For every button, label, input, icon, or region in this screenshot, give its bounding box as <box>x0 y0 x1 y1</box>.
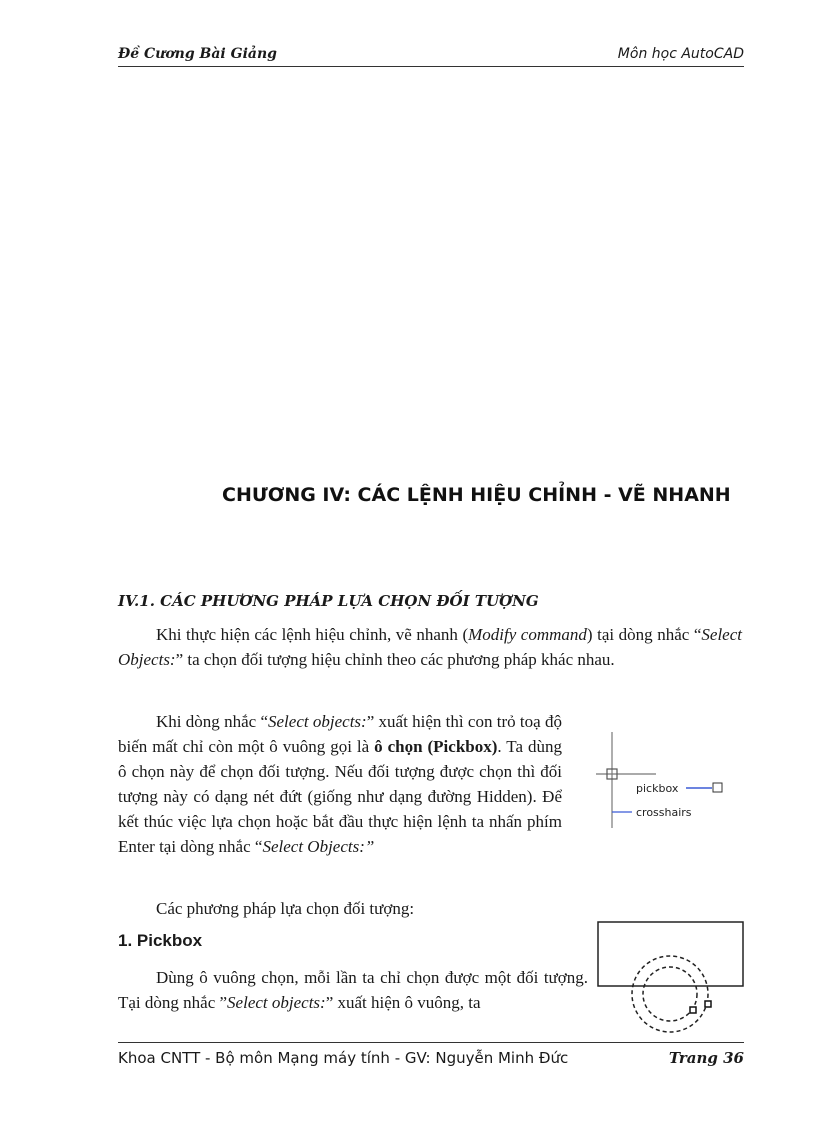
paragraph-pickbox-usage <box>118 965 588 1015</box>
chapter-title: CHƯƠNG IV: CÁC LỆNH HIỆU CHỈNH - VẼ NHANH <box>222 484 731 506</box>
paragraph-intro <box>118 622 742 672</box>
text-run: Khi thực hiện các lệnh hiệu chỉnh, vẽ nhanh ( <box>156 625 469 644</box>
footer-author: Khoa CNTT - Bộ môn Mạng máy tính - GV: Nguyễn Minh Đức <box>118 1049 569 1067</box>
pickbox-selection-figure <box>596 920 746 1035</box>
pickbox-crosshairs-figure <box>596 720 746 835</box>
text-run: ” ta chọn đối tượng hiệu chỉnh theo các phương pháp khác nhau. <box>175 650 615 669</box>
text-run: Select objects: <box>227 993 326 1012</box>
text-run: . Ta dùng ô chọn này để chọn đối tượng. Nếu đối tượng được chọn thì đối tượng này có dạng nét đứt (giống như dạng đường Hidden). Để kết thúc việc lựa chọn hoặc bắt đầu thực hiện lệnh ta nhấn phím Enter tại dòng nhắc “ <box>118 737 563 856</box>
selected-rectangle <box>598 922 743 986</box>
paragraph-pickbox-explain <box>118 709 562 859</box>
text-run: (Pickbox) <box>427 737 498 756</box>
text-run: Dùng ô vuông chọn, mỗi lần ta chỉ chọn được một đối tượng. Tại dòng nhắc ” <box>118 968 588 1012</box>
page-header <box>118 42 744 67</box>
section-title: IV.1. CÁC PHƯƠNG PHÁP LỰA CHỌN ĐỐI TƯỢNG <box>118 592 539 610</box>
page-number: Trang 36 <box>668 1049 744 1067</box>
text-run: ô chọn <box>374 737 423 756</box>
text-run: Select Objects: <box>118 625 742 669</box>
subheading-pickbox: 1. Pickbox <box>118 931 203 950</box>
text-run: ” xuất hiện thì con trỏ toạ độ biến mất chỉ còn một ô vuông gọi là <box>118 712 562 756</box>
page-footer <box>118 1042 744 1073</box>
header-right-title: Môn học AutoCAD <box>617 46 744 62</box>
text-run: Select Objects:” <box>262 837 375 856</box>
text-run: Khi dòng nhắc “ <box>156 712 269 731</box>
pickbox-square-right <box>705 1001 711 1007</box>
text-run: Select objects: <box>268 712 367 731</box>
pickbox-square-left <box>690 1007 696 1013</box>
paragraph-methods-intro <box>118 896 562 921</box>
text-run: Các phương pháp lựa chọn đối tượng: <box>156 899 415 918</box>
text-run: ” xuất hiện ô vuông, ta <box>325 993 481 1012</box>
header-left-title: Đề Cương Bài Giảng <box>118 46 277 62</box>
pickbox-indicator-square <box>713 783 722 792</box>
pickbox-label: pickbox <box>636 782 679 795</box>
text-run: Modify command <box>468 625 587 644</box>
text-run: ) tại dòng nhắc “ <box>586 625 702 644</box>
crosshairs-label: crosshairs <box>636 806 692 819</box>
